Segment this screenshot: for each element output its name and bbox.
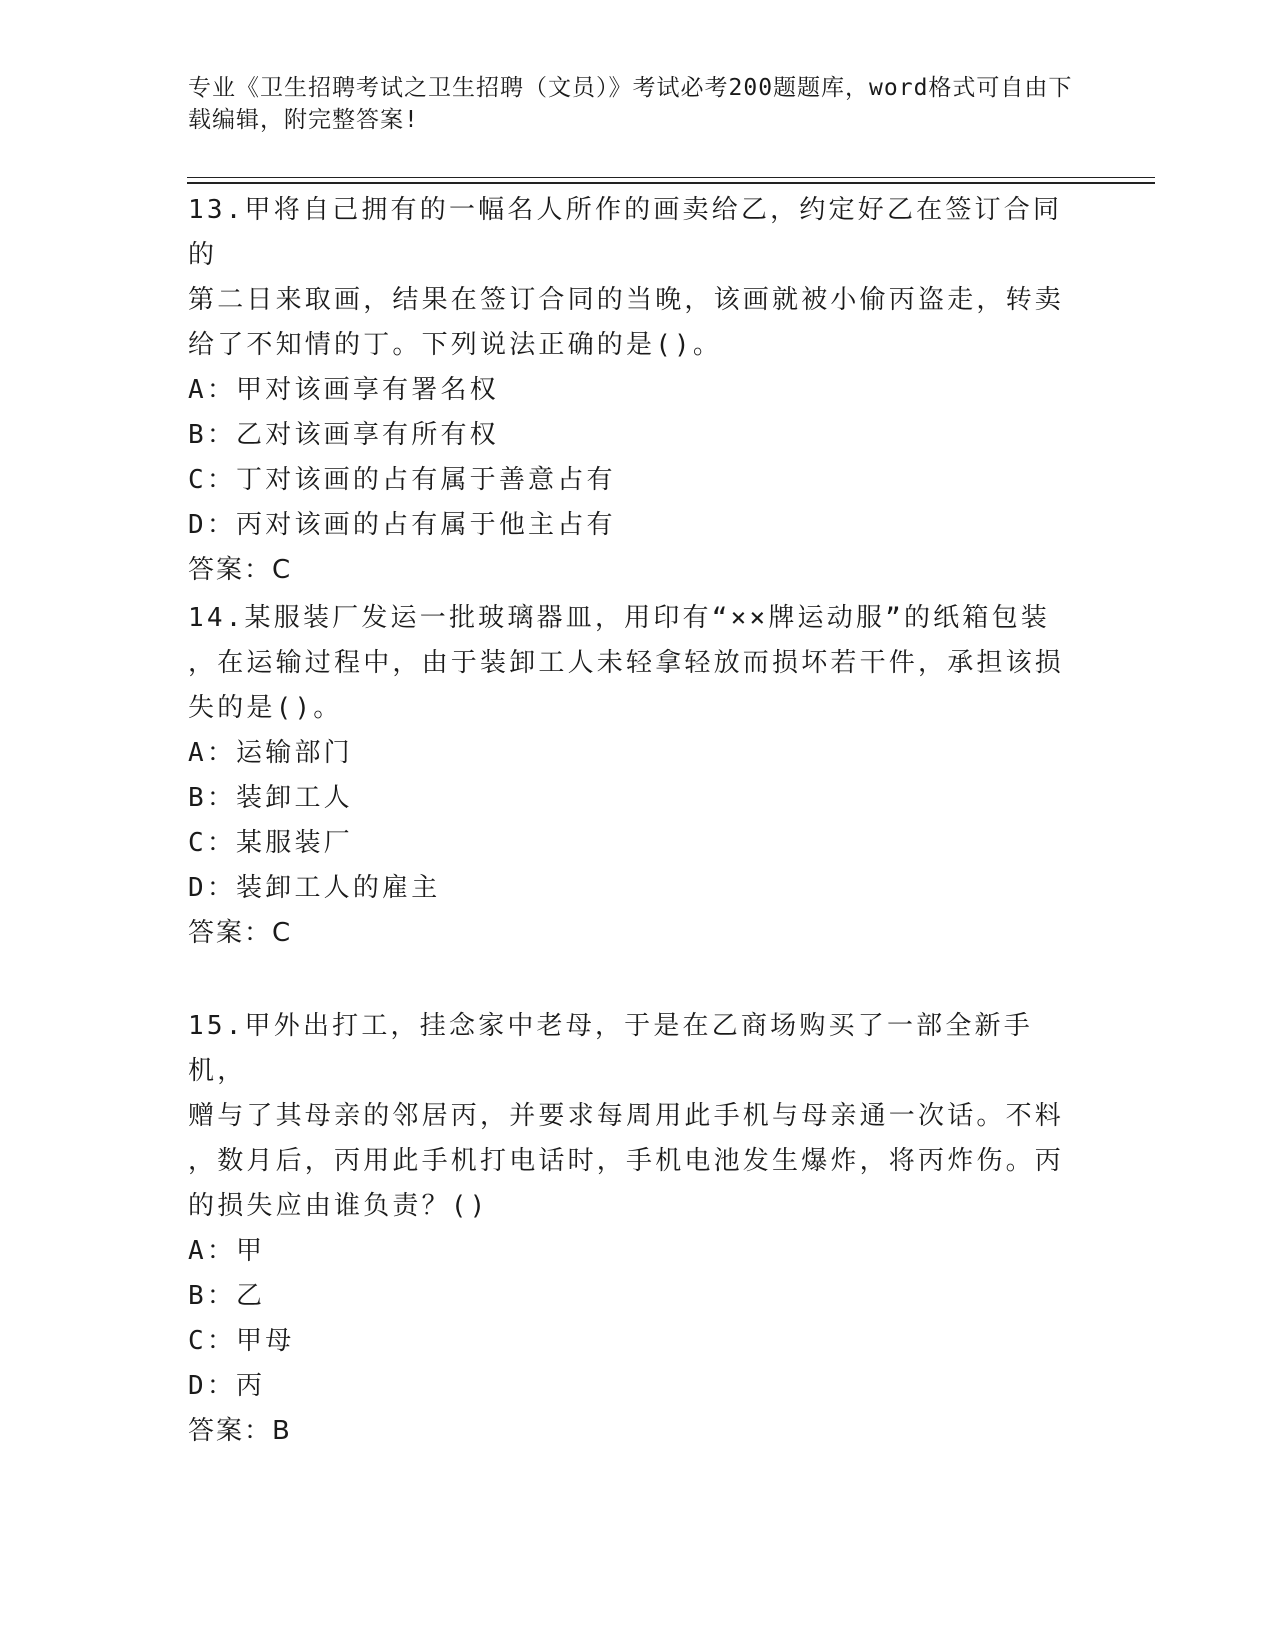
answer-label: 答案：C [188, 555, 293, 585]
option-a: A：运输部门 [188, 738, 353, 768]
option-d: D：丙 [188, 1371, 266, 1401]
document-header: 专业《卫生招聘考试之卫生招聘（文员）》考试必考200题题库，word格式可自由下载编辑，附完整答案! [188, 75, 1073, 133]
question-stem-line: ，数月后，丙用此手机打电话时，手机电池发生爆炸，将丙炸伤。丙 [188, 1146, 1065, 1176]
question-14 [188, 596, 1088, 956]
question-stem-line: 13.甲将自己拥有的一幅名人所作的画卖给乙，约定好乙在签订合同的 [188, 195, 1063, 270]
option-c: C：某服装厂 [188, 828, 353, 858]
option-c: C：丁对该画的占有属于善意占有 [188, 465, 616, 495]
header-divider-thick [187, 182, 1155, 184]
option-b: B：装卸工人 [188, 783, 353, 813]
question-stem-line: 的损失应由谁负责？() [188, 1191, 489, 1221]
option-a: A：甲对该画享有署名权 [188, 375, 499, 405]
option-d: D：丙对该画的占有属于他主占有 [188, 510, 616, 540]
question-stem-line: 给了不知情的丁。下列说法正确的是()。 [188, 330, 723, 360]
question-stem-line: 赠与了其母亲的邻居丙，并要求每周用此手机与母亲通一次话。不料 [188, 1101, 1065, 1131]
answer-label: 答案：B [188, 1416, 292, 1446]
option-d: D：装卸工人的雇主 [188, 873, 441, 903]
header-divider-thin [187, 177, 1155, 178]
question-stem-line: 失的是()。 [188, 693, 343, 723]
option-a: A：甲 [188, 1236, 266, 1266]
question-stem-line: 15.甲外出打工，挂念家中老母，于是在乙商场购买了一部全新手机， [188, 1011, 1033, 1086]
question-stem-line: ，在运输过程中，由于装卸工人未轻拿轻放而损坏若干件，承担该损 [188, 648, 1065, 678]
question-15 [188, 1004, 1088, 1454]
question-stem-line: 第二日来取画，结果在签订合同的当晚，该画就被小偷丙盗走，转卖 [188, 285, 1065, 315]
option-b: B：乙对该画享有所有权 [188, 420, 499, 450]
option-c: C：甲母 [188, 1326, 295, 1356]
question-13 [188, 188, 1088, 593]
answer-label: 答案：C [188, 918, 293, 948]
option-b: B：乙 [188, 1281, 266, 1311]
question-stem-line: 14.某服装厂发运一批玻璃器皿，用印有“××牌运动服”的纸箱包装 [188, 603, 1050, 633]
